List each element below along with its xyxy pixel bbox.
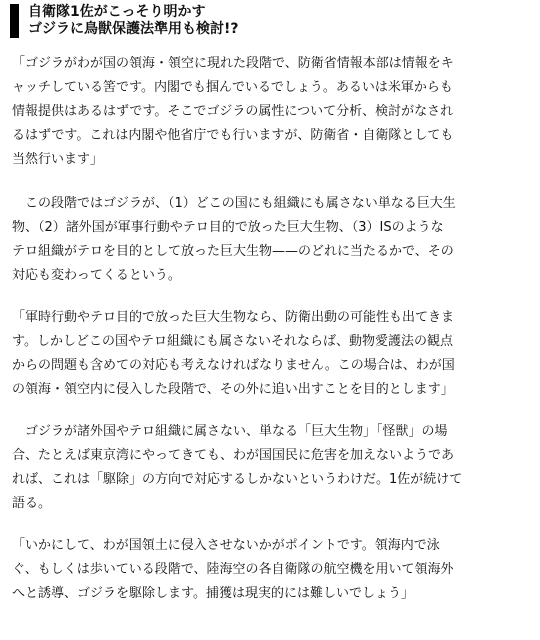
headline-line-2: ゴジラに鳥獣保護法準用も検討!? xyxy=(28,21,239,37)
text-line: 物、（2）諸外国が軍事行動やテロ目的で放った巨大生物、（3）ISのような xyxy=(12,220,444,235)
article-header xyxy=(10,4,530,40)
text-line: 「いかにして、わが国領土に侵入させないかがポイントです。領海内で泳 xyxy=(12,538,440,553)
text-line: 当然行います」 xyxy=(12,152,104,167)
text-line: テロ組織がテロを目的として放った巨大生物——のどれに当たるかで、その xyxy=(12,244,454,259)
text-line: 語る。 xyxy=(12,496,52,511)
text-line: 「ゴジラがわが国の領海・領空に現れた段階で、防衛省情報本部は情報をキ xyxy=(12,56,454,71)
body-paragraph-4 xyxy=(12,420,530,516)
text-line: 「軍時行動やテロ目的で放った巨大生物なら、防衛出動の可能性も出てきま xyxy=(12,310,455,325)
quote-paragraph-1 xyxy=(12,52,530,172)
text-line: 対応も変わってくるという。 xyxy=(12,268,181,283)
text-line: へと誘導、ゴジラを駆除します。捕獲は現実的には難しいでしょう」 xyxy=(12,586,414,601)
text-line: ゴジラが諸外国やテロ組織に属さない、単なる「巨大生物」「怪獣」の場 xyxy=(12,424,448,439)
text-line: ぐ、もしくは歩いている段階で、陸海空の各自衛隊の航空機を用いて領海外 xyxy=(12,562,454,577)
text-line: この段階ではゴジラが、（1）どこの国にも組織にも属さない単なる巨大生 xyxy=(12,196,456,211)
text-line: からの問題も含めての対応も考えなければなりません。この場合は、わが国 xyxy=(12,358,455,373)
paragraph-spacer xyxy=(12,288,530,306)
text-line: 情報提供はあるはずです。そこでゴジラの属性について分析、検討がなされ xyxy=(12,104,454,119)
quote-paragraph-3 xyxy=(12,306,530,402)
paragraph-spacer xyxy=(12,402,530,420)
text-line: の領海・領空内に侵入した段階で、その外に追い出すことを目的とします」 xyxy=(12,382,454,397)
header-accent-bar xyxy=(10,4,19,38)
article-headline xyxy=(28,4,239,38)
quote-paragraph-5 xyxy=(12,534,530,606)
text-line: れば、これは「駆除」の方向で対応するしかないというわけだ。1佐が続けて xyxy=(12,472,463,487)
article-body xyxy=(12,52,530,606)
body-paragraph-2 xyxy=(12,192,530,288)
headline-line-1: 自衛隊1佐がこっそり明かす xyxy=(28,4,206,20)
text-line: す。しかしどこの国やテロ組織にも属さないそれならば、動物愛護法の観点 xyxy=(12,334,453,349)
paragraph-spacer xyxy=(12,172,530,192)
text-line: 合、たとえば東京湾にやってきても、わが国国民に危害を加えないようであ xyxy=(12,448,455,463)
paragraph-spacer xyxy=(12,516,530,534)
text-line: ャッチしている筈です。内閣でも掴んでいるでしょう。あるいは米軍からも xyxy=(12,80,453,95)
text-line: るはずです。これは内閣や他省庁でも行いますが、防衛省・自衛隊としても xyxy=(12,128,454,143)
